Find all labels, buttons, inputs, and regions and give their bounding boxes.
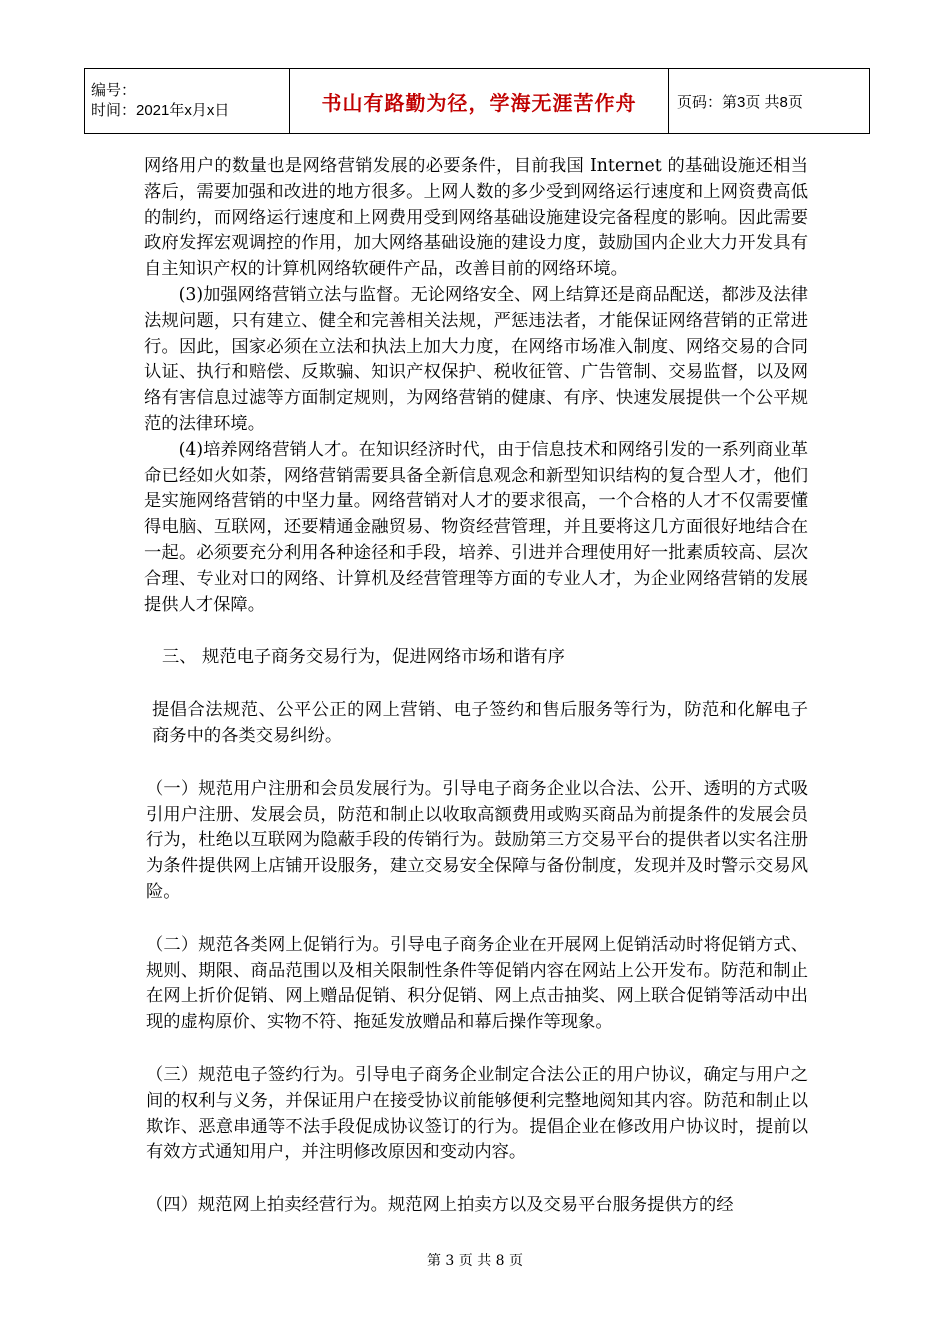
document-number-label: 编号：: [91, 82, 137, 99]
paragraph-network-users: 网络用户的数量也是网络营销发展的必要条件，目前我国 Internet 的基础设施还相当落后，需要加强和改进的地方很多。上网人数的多少受到网络运行速度和上网资费高低的制约，而网络运行速度和上网费用受到网络基础设施建设完备程度的影响。因此需要政府发挥宏观调控的作用，加大网络基础设施的建设力度，鼓励国内企业大力开发具有自主知识产权的计算机网络软硬件产品，改善目前的网络环境。: [144, 156, 808, 280]
header-motto: 书山有路勤为径，学海无涯苦作舟: [290, 69, 669, 134]
paragraph-user-registration: （一）规范用户注册和会员发展行为。引导电子商务企业以合法、公开、透明的方式吸引用户注册、发展会员，防范和制止以收取高额费用或购买商品为前提条件的发展会员行为，杜绝以互联网为隐蔽手段的传销行为。鼓励第三方交易平台的提供者以实名注册为条件提供网上店铺开设服务，建立交易安全保障与备份制度，发现并及时警示交易风险。: [146, 778, 808, 902]
document-header: [84, 68, 870, 134]
paragraph-promotion: （二）规范各类网上促销行为。引导电子商务企业在开展网上促销活动时将促销方式、规则、期限、商品范围以及相关限制性条件等促销内容在网站上公开发布。防范和制止在网上折价促销、网上赠品促销、积分促销、网上点击抽奖、网上联合促销等活动中出现的虚构原价、实物不符、拖延发放赠品和幕后操作等现象。: [146, 934, 808, 1033]
paragraph-online-auction: （四）规范网上拍卖经营行为。规范网上拍卖方以及交易平台服务提供方的经: [146, 1195, 734, 1216]
page-footer: 第 3 页 共 8 页: [426, 1253, 524, 1269]
paragraph-e-signing: （三）规范电子签约行为。引导电子商务企业制定合法公正的用户协议，确定与用户之间的权利与义务，并保证用户在接受协议前能够便利完整地阅知其内容。防范和制止以欺诈、恶意串通等不法手段促成协议签订的行为。提倡企业在修改用户协议时，提前以有效方式通知用户，并注明修改原因和变动内容。: [146, 1064, 808, 1163]
document-body: [144, 154, 808, 1219]
section-heading: 三、 规范电子商务交易行为，促进网络市场和谐有序: [162, 647, 565, 668]
paragraph-legislation: (3)加强网络营销立法与监督。无论网络安全、网上结算还是商品配送，都涉及法律法规问题，只有建立、健全和完善相关法规，严惩违法者，才能保证网络营销的正常进行。因此，国家必须在立法和执法上加大力度，在网络市场准入制度、网络交易的合同认证、执行和赔偿、反欺骗、知识产权保护、税收征管、广告管制、交易监督，以及网络有害信息过滤等方面制定规则，为网络营销的健康、有序、快速发展提供一个公平规范的法律环境。: [144, 284, 808, 434]
document-date-label: 时间：2021年x月x日: [91, 102, 230, 119]
header-page-info: 页码：第3页 共8页: [669, 69, 870, 134]
paragraph-talent: (4)培养网络营销人才。在知识经济时代，由于信息技术和网络引发的一系列商业革命已经如火如荼，网络营销需要具备全新信息观念和新型知识结构的复合型人才，他们是实施网络营销的中坚力量。网络营销对人才的要求很高，一个合格的人才不仅需要懂得电脑、互联网，还要精通金融贸易、物资经营管理，并且要将这几方面很好地结合在一起。必须要充分利用各种途径和手段，培养、引进并合理使用好一批素质较高、层次合理、专业对口的网络、计算机及经营管理等方面的专业人才，为企业网络营销的发展提供人才保障。: [144, 439, 808, 615]
header-meta-cell: [85, 69, 290, 134]
paragraph-section-intro: 提倡合法规范、公平公正的网上营销、电子签约和售后服务等行为，防范和化解电子商务中的各类交易纠纷。: [152, 700, 808, 746]
